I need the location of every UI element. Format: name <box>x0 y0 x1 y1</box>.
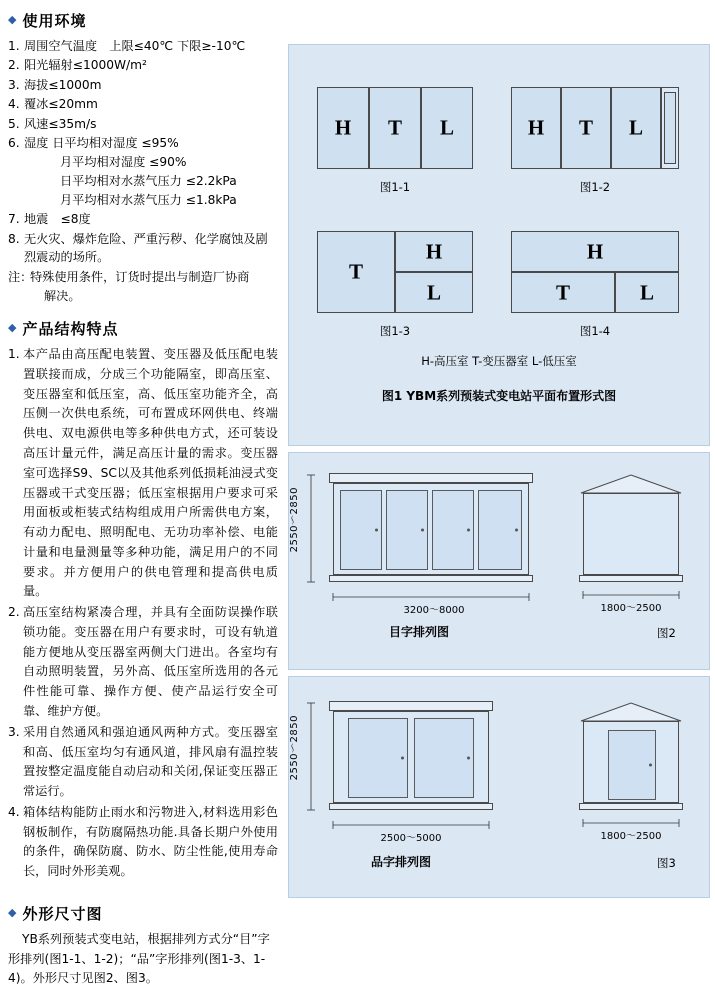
left-text-column <box>0 0 284 986</box>
cell-label: L <box>628 115 643 140</box>
fig2-caption: 目字排列图 <box>389 625 450 639</box>
item-text: 本产品由高压配电装置、变压器及低压配电装置联接而成，分成三个功能隔室，即高压室、变压器室和低压室，高、低压室功能齐全，高压侧一次供电系统，可布置成环网供电、终端供电、双电源供电等多种供电方式，还可装设高压计量元件，满足高压计量的需求。变压器室可选择S9、SC以及其他系列低损耗油浸式变压器或干式变压器；低压室根据用户要求可采用面板或柜装式结构组成用户所需供电方案，有动力配电、照明配电、无功功率补偿、电能计量和电量测量等多种功能，满足用户的不同要求。并方便用户的供电管理和提高供电质量。 <box>23 347 278 599</box>
list-item <box>8 134 278 210</box>
item-number: 4. <box>8 804 20 819</box>
fig3-height-dimension: 2550～2850 <box>289 715 300 781</box>
item-subline: 日平均相对水蒸气压力 ≤2.2kPa <box>60 173 237 188</box>
list-item <box>8 603 278 722</box>
fig3-width-dimension: 2500～5000 <box>380 833 442 844</box>
item-number: 3. <box>8 77 20 92</box>
figure-panel-2 <box>288 452 710 670</box>
item-text-main: 湿度 日平均相对湿度 ≤95% <box>24 136 179 151</box>
section-title-features: 产品结构特点 <box>22 320 119 339</box>
list-item <box>8 803 278 882</box>
fig2-width-dimension: 3200～8000 <box>403 605 465 616</box>
dimensions-paragraph: YB系列预装式变电站，根据排列方式分“目”字形排列(图1-1、1-2)；“品”字形排列(图1-3、1-4)。外形尺寸见图2、图3。 <box>8 931 270 986</box>
figure-1-3 <box>317 231 473 338</box>
section-header-environment <box>8 10 278 31</box>
figure-panel-1 <box>288 44 710 446</box>
cell-label: L <box>426 280 441 304</box>
section-title-dimensions: 外形尺寸图 <box>22 904 103 923</box>
item-text: 周围空气温度 上限≤40℃ 下限≥-10℃ <box>24 39 246 53</box>
cell-label: T <box>387 115 402 140</box>
fig3-side-dim-lines <box>579 701 715 841</box>
fig3-front-view <box>289 701 493 869</box>
item-text: 采用自然通风和强迫通风两种方式。变压器室和高、低压室均匀有通风道，排风扇有温控装置按整定温度能自动启动和关闭,保证变压器正常运行。 <box>23 724 278 799</box>
figure-1-3-caption: 图1-3 <box>379 324 411 338</box>
list-item <box>8 210 278 229</box>
diamond-bullet-icon: ◆ <box>8 905 17 919</box>
fig12-side-bay <box>661 87 679 169</box>
item-number: 2. <box>8 58 20 73</box>
item-text: 海拔≤1000m <box>24 77 102 92</box>
fig11-cell-l <box>421 87 473 169</box>
list-item <box>8 56 278 75</box>
cell-label: H <box>425 239 443 263</box>
list-item <box>8 37 278 56</box>
environment-note <box>8 268 278 306</box>
fig13-cell-l <box>395 272 473 313</box>
fig2-side-dim-lines <box>579 473 715 613</box>
fig13-cell-t <box>317 231 395 313</box>
item-number: 6. <box>8 136 20 151</box>
item-number: 4. <box>8 97 20 112</box>
fig2-label: 图2 <box>657 626 676 640</box>
item-text: 无火灾、爆炸危险、严重污秽、化学腐蚀及剧烈震动的场所。 <box>24 231 268 265</box>
item-text <box>24 134 278 210</box>
diamond-bullet-icon: ◆ <box>8 321 17 335</box>
fig12-cell-t <box>561 87 611 169</box>
list-item <box>8 115 278 134</box>
environment-list <box>8 37 278 267</box>
figure-panel-3 <box>288 676 710 898</box>
cell-label: H <box>334 115 352 140</box>
cell-label: T <box>578 115 593 140</box>
figure-1-1 <box>317 87 473 194</box>
note-text-line2: 解决。 <box>44 289 81 304</box>
note-text <box>30 268 278 306</box>
fig11-cell-t <box>369 87 421 169</box>
item-text: 阳光辐射≤1000W/m² <box>24 58 147 73</box>
fig3-side-width-dimension: 1800～2500 <box>600 831 662 842</box>
list-item <box>8 723 278 802</box>
figure-1-4 <box>511 231 679 338</box>
item-number: 2. <box>8 605 20 620</box>
figure-1-4-caption: 图1-4 <box>579 324 611 338</box>
fig2-height-dimension: 2550～2850 <box>289 487 300 553</box>
list-item <box>8 345 278 602</box>
item-text: 地震 ≤8度 <box>24 212 91 227</box>
section-title-environment: 使用环境 <box>22 12 87 30</box>
fig2-side-width-dimension: 1800～2500 <box>600 603 662 614</box>
cell-label: L <box>439 115 454 140</box>
fig12-cell-l <box>611 87 661 169</box>
right-figure-column <box>284 0 715 903</box>
cell-label: H <box>586 239 604 263</box>
item-number: 3. <box>8 724 20 739</box>
features-list <box>8 345 278 882</box>
item-text: 箱体结构能防止雨水和污物进入,材料选用彩色钢板制作，有防腐隔热功能.具备长期户外使用的条件，确保防腐、防水、防尘性能,使用寿命长，同时外形美观。 <box>23 804 278 879</box>
item-text: 高压室结构紧凑合理，并具有全面防误操作联锁功能。变压器在用户有要求时，可设有轨道能方便地从变压器室两侧大门进出。各室均有自动照明装置，另外高、低压室所选用的各元件性能可靠、操作方便、使产品运行安全可靠、维护方便。 <box>23 605 278 718</box>
section-header-features <box>8 318 278 339</box>
fig11-cell-h <box>317 87 369 169</box>
fig3-caption: 品字排列图 <box>371 855 432 869</box>
item-number: 5. <box>8 116 20 131</box>
note-label: 注： <box>8 270 33 285</box>
item-text: 覆冰≤20mm <box>24 97 98 112</box>
fig13-cell-h <box>395 231 473 272</box>
list-item <box>8 76 278 95</box>
figure-1-1-caption: 图1-1 <box>379 180 411 194</box>
cell-label: H <box>527 115 545 140</box>
cell-label: L <box>639 280 654 304</box>
diamond-bullet-icon: ◆ <box>8 13 17 26</box>
fig14-cell-h <box>511 231 679 272</box>
fig3-side-view <box>579 701 683 870</box>
note-text-line1: 特殊使用条件，订货时提出与制造厂协商 <box>30 270 250 285</box>
section-header-dimensions <box>8 903 278 924</box>
figure-1-main-caption: 图1 YBM系列预装式变电站平面布置形式图 <box>381 389 617 403</box>
item-number: 7. <box>8 212 20 227</box>
figure-1-legend: H-高压室 T-变压器室 L-低压室 <box>421 354 577 368</box>
item-subline: 月平均相对水蒸气压力 ≤1.8kPa <box>60 192 237 207</box>
figure-1-2-caption: 图1-2 <box>579 180 611 194</box>
item-number: 1. <box>8 39 20 53</box>
fig14-cell-t <box>511 272 615 313</box>
item-subline: 月平均相对湿度 ≤90% <box>60 154 187 169</box>
item-number: 1. <box>8 347 20 362</box>
item-text: 风速≤35m/s <box>24 116 97 131</box>
item-number: 8. <box>8 231 20 246</box>
figure-1-2 <box>511 87 679 194</box>
cell-label: T <box>555 280 570 304</box>
fig2-front-view <box>289 473 533 639</box>
cell-label: T <box>348 259 363 284</box>
fig14-cell-l <box>615 272 679 313</box>
list-item <box>8 95 278 114</box>
fig2-side-view <box>579 473 683 640</box>
fig3-label: 图3 <box>657 856 676 870</box>
list-item <box>8 230 278 268</box>
fig12-cell-h <box>511 87 561 169</box>
